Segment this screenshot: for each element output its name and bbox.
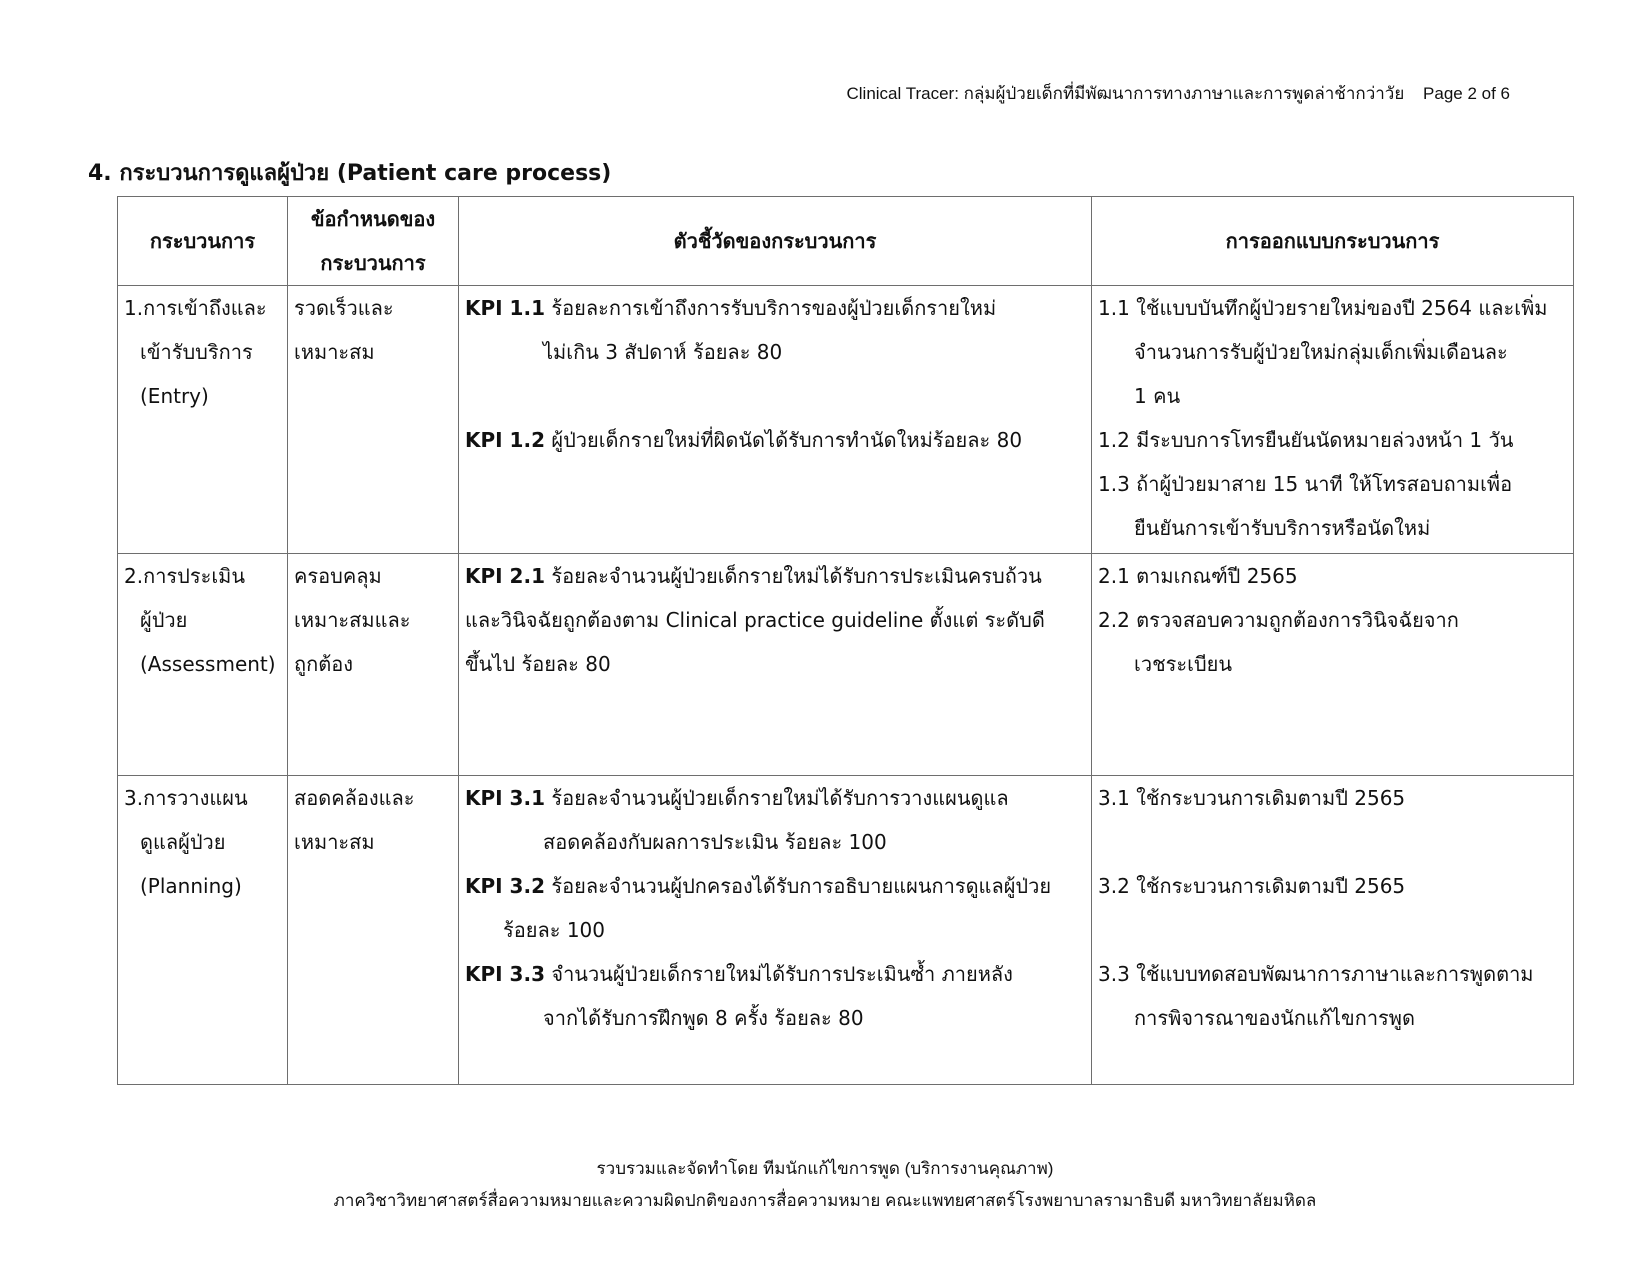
design-cell (1092, 776, 1574, 1085)
table-row (118, 554, 1574, 776)
design-cell (1092, 554, 1574, 776)
table-row (118, 776, 1574, 1085)
requirement-cell (288, 286, 459, 554)
requirement-line: เหมาะสมและ (294, 608, 411, 632)
design-item: 3.1 ใช้กระบวนการเดิมตามปี 2565 (1098, 786, 1406, 810)
process-line: 3.การวางแผน (124, 786, 248, 810)
kpi-text: ร้อยละจำนวนผู้ป่วยเด็กรายใหม่ได้รับการวางแผนดูแล (551, 786, 1009, 810)
design-item-cont: เวชระเบียน (1134, 652, 1233, 676)
kpi-text-cont: สอดคล้องกับผลการประเมิน ร้อยละ 100 (543, 830, 887, 854)
section-title: 4. กระบวนการดูแลผู้ป่วย (Patient care process) (88, 161, 612, 186)
kpi-text-cont: ร้อยละ 100 (503, 918, 606, 942)
process-line: 1.การเข้าถึงและ (124, 296, 267, 320)
requirement-line: ถูกต้อง (294, 652, 353, 676)
process-line: 2.การประเมิน (124, 564, 246, 588)
process-line: (Entry) (140, 384, 209, 408)
process-line: ดูแลผู้ป่วย (140, 830, 226, 854)
design-item-cont: จำนวนการรับผู้ป่วยใหม่กลุ่มเด็กเพิ่มเดือนละ (1134, 340, 1508, 364)
kpi-text-cont: จากได้รับการฝึกพูด 8 ครั้ง ร้อยละ 80 (543, 1006, 864, 1030)
header-indicators: ตัวชี้วัดของกระบวนการ (459, 197, 1092, 286)
process-line: (Assessment) (140, 652, 276, 676)
process-line: ผู้ป่วย (140, 608, 188, 632)
indicators-cell (459, 776, 1092, 1085)
kpi-code: KPI 3.1 (465, 786, 545, 810)
header-requirement (288, 197, 459, 286)
kpi-text: ร้อยละการเข้าถึงการรับบริการของผู้ป่วยเด็กรายใหม่ (551, 296, 997, 320)
kpi-text: ร้อยละจำนวนผู้ป่วยเด็กรายใหม่ได้รับการประเมินครบถ้วน (551, 564, 1042, 588)
footer-credit: รวบรวมและจัดทำโดย ทีมนักแก้ไขการพูด (บริการงานคุณภาพ) (596, 1159, 1054, 1178)
header-design: การออกแบบกระบวนการ (1092, 197, 1574, 286)
kpi-item (465, 864, 1085, 908)
document-title: Clinical Tracer: กลุ่มผู้ป่วยเด็กที่มีพัฒนาการทางภาษาและการพูดล่าช้ากว่าวัย (846, 84, 1405, 103)
kpi-item (465, 776, 1085, 820)
requirement-cell (288, 554, 459, 776)
design-item: 1.3 ถ้าผู้ป่วยมาสาย 15 นาที ให้โทรสอบถามเพื่อ (1098, 472, 1513, 496)
kpi-item (465, 554, 1085, 598)
kpi-code: KPI 2.1 (465, 564, 545, 588)
kpi-text-cont: และวินิจฉัยถูกต้องตาม Clinical practice guideline ตั้งแต่ ระดับดี (465, 608, 1045, 632)
indicators-cell (459, 554, 1092, 776)
process-line: เข้ารับบริการ (140, 340, 253, 364)
kpi-item (465, 418, 1085, 462)
header-requirement-line2: กระบวนการ (320, 251, 426, 275)
design-item: 2.2 ตรวจสอบความถูกต้องการวินิจฉัยจาก (1098, 608, 1459, 632)
design-item-cont: การพิจารณาของนักแก้ไขการพูด (1134, 1006, 1415, 1030)
patient-care-process-table (117, 196, 1574, 1085)
design-cell (1092, 286, 1574, 554)
design-item: 2.1 ตามเกณฑ์ปี 2565 (1098, 564, 1298, 588)
kpi-text: ผู้ป่วยเด็กรายใหม่ที่ผิดนัดได้รับการทำนัดใหม่ร้อยละ 80 (551, 428, 1023, 452)
kpi-text-cont: ขึ้นไป ร้อยละ 80 (465, 652, 611, 676)
kpi-text-cont: ไม่เกิน 3 สัปดาห์ ร้อยละ 80 (543, 340, 783, 364)
requirement-line: เหมาะสม (294, 340, 375, 364)
process-line: (Planning) (140, 874, 242, 898)
design-item: 3.2 ใช้กระบวนการเดิมตามปี 2565 (1098, 874, 1406, 898)
requirement-line: สอดคล้องและ (294, 786, 415, 810)
requirement-line: ครอบคลุม (294, 564, 382, 588)
kpi-text: ร้อยละจำนวนผู้ปกครองได้รับการอธิบายแผนการดูแลผู้ป่วย (551, 874, 1052, 898)
kpi-text: จำนวนผู้ป่วยเด็กรายใหม่ได้รับการประเมินซ้ำ ภายหลัง (551, 962, 1013, 986)
design-item-cont: ยืนยันการเข้ารับบริการหรือนัดใหม่ (1134, 516, 1431, 540)
table-row (118, 286, 1574, 554)
page-number: Page 2 of 6 (1423, 84, 1510, 103)
header-process: กระบวนการ (118, 197, 288, 286)
process-cell (118, 554, 288, 776)
requirement-cell (288, 776, 459, 1085)
requirement-line: เหมาะสม (294, 830, 375, 854)
header-requirement-line1: ข้อกำหนดของ (310, 207, 436, 231)
table-header-row (118, 197, 1574, 286)
kpi-code: KPI 1.1 (465, 296, 545, 320)
requirement-line: รวดเร็วและ (294, 296, 394, 320)
kpi-code: KPI 3.2 (465, 874, 545, 898)
design-item-cont: 1 คน (1134, 384, 1181, 408)
indicators-cell (459, 286, 1092, 554)
kpi-item (465, 952, 1085, 996)
process-cell (118, 286, 288, 554)
running-header (847, 80, 1511, 107)
kpi-item (465, 286, 1085, 330)
design-item: 3.3 ใช้แบบทดสอบพัฒนาการภาษาและการพูดตาม (1098, 962, 1534, 986)
kpi-code: KPI 1.2 (465, 428, 545, 452)
kpi-code: KPI 3.3 (465, 962, 545, 986)
design-item: 1.1 ใช้แบบบันทึกผู้ป่วยรายใหม่ของปี 2564 และเพิ่ม (1098, 296, 1548, 320)
process-cell (118, 776, 288, 1085)
design-item: 1.2 มีระบบการโทรยืนยันนัดหมายล่วงหน้า 1 วัน (1098, 428, 1514, 452)
footer-department: ภาควิชาวิทยาศาสตร์สื่อความหมายและความผิดปกติของการสื่อความหมาย คณะแพทยศาสตร์โรงพยาบาลรามาธิบดี มหาวิทยาลัยมหิดล (333, 1191, 1317, 1210)
